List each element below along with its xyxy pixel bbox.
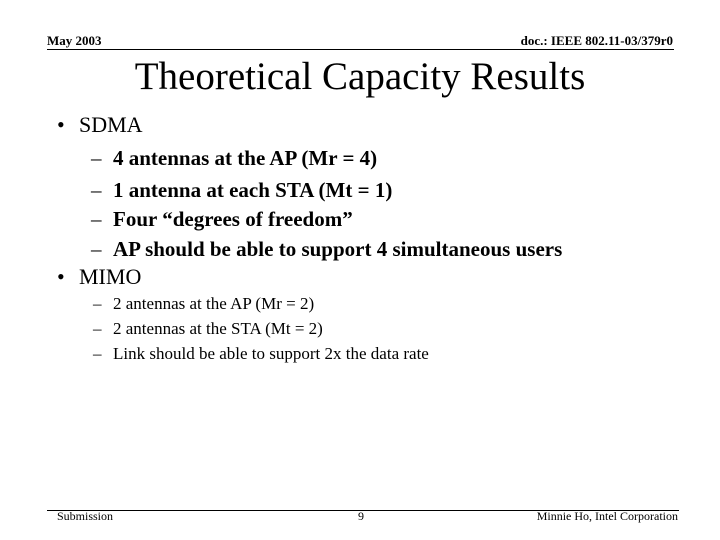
mimo-item-text: Link should be able to support 2x the data rate: [113, 344, 429, 363]
bullet-label: SDMA: [79, 112, 143, 137]
footer-submission: Submission: [57, 509, 114, 523]
sdma-item-3: [91, 206, 353, 232]
footer-page-number: 9: [358, 509, 364, 523]
dash-icon: –: [91, 146, 102, 170]
bullet-label: MIMO: [79, 264, 142, 289]
dash-icon: –: [93, 344, 102, 363]
header-date: May 2003: [47, 33, 102, 48]
mimo-item-1: [93, 294, 315, 314]
sdma-item-1: [91, 145, 378, 171]
slide-title: Theoretical Capacity Results: [134, 55, 586, 98]
sdma-item-text: AP should be able to support 4 simultaneous users: [113, 237, 563, 261]
mimo-item-text: 2 antennas at the AP (Mr = 2): [113, 294, 315, 313]
bullet-mimo: [57, 264, 141, 290]
dash-icon: –: [93, 294, 102, 313]
mimo-item-text: 2 antennas at the STA (Mt = 2): [113, 319, 323, 338]
sdma-item-text: 4 antennas at the AP (Mr = 4): [113, 146, 378, 170]
bullet-sdma: [57, 112, 143, 138]
dash-icon: –: [91, 237, 102, 261]
bullet-icon: •: [57, 264, 65, 289]
sdma-item-text: Four “degrees of freedom”: [113, 207, 353, 231]
sdma-item-4: [91, 236, 563, 262]
footer-author: Minnie Ho, Intel Corporation: [536, 509, 678, 523]
dash-icon: –: [91, 178, 102, 202]
header-doc-id: doc.: IEEE 802.11-03/379r0: [520, 33, 673, 48]
mimo-item-3: [93, 344, 429, 364]
header-divider: [47, 49, 674, 50]
dash-icon: –: [93, 319, 102, 338]
sdma-item-text: 1 antenna at each STA (Mt = 1): [113, 178, 393, 202]
bullet-icon: •: [57, 112, 65, 137]
mimo-item-2: [93, 319, 323, 339]
dash-icon: –: [91, 207, 102, 231]
sdma-item-2: [91, 177, 393, 203]
